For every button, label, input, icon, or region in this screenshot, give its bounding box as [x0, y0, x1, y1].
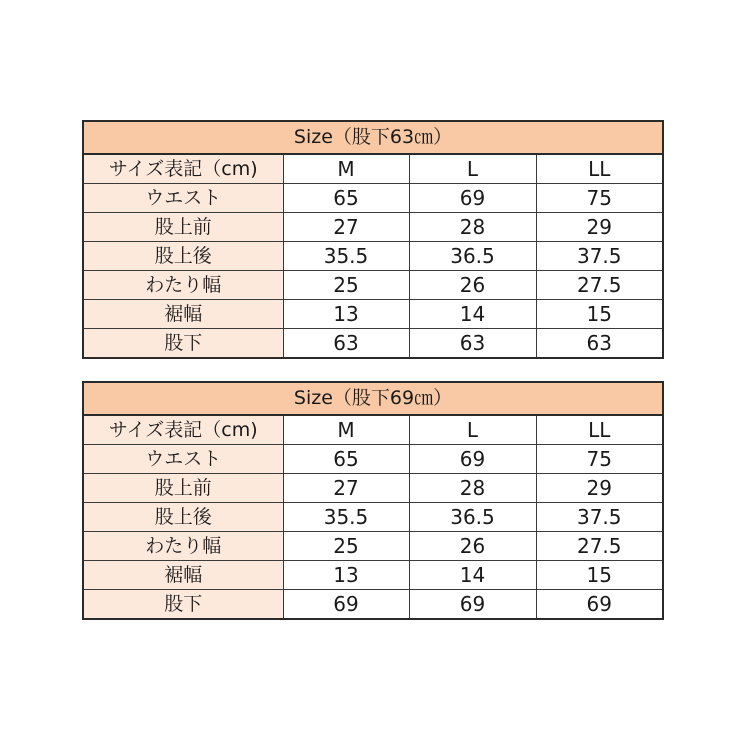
header-size-ll: LL — [536, 415, 663, 445]
table-title-row — [83, 121, 663, 154]
value-ll: 29 — [536, 474, 663, 503]
header-size-l: L — [409, 154, 536, 184]
header-label: サイズ表記（cm) — [83, 415, 283, 445]
table-row-inseam — [83, 590, 663, 620]
value-ll: 27.5 — [536, 532, 663, 561]
value-l: 63 — [409, 329, 536, 359]
value-l: 36.5 — [409, 242, 536, 271]
table-row-thigh-width — [83, 532, 663, 561]
row-label: 裾幅 — [83, 300, 283, 329]
table-header-row — [83, 415, 663, 445]
table-row-waist — [83, 445, 663, 474]
value-l: 14 — [409, 561, 536, 590]
row-label: 股上後 — [83, 242, 283, 271]
value-l: 26 — [409, 532, 536, 561]
value-l: 28 — [409, 474, 536, 503]
value-l: 69 — [409, 445, 536, 474]
table-title-row — [83, 382, 663, 415]
value-m: 69 — [283, 590, 409, 620]
value-m: 63 — [283, 329, 409, 359]
size-table-inseam-63 — [82, 120, 664, 359]
table-row-hem-width — [83, 300, 663, 329]
row-label: わたり幅 — [83, 532, 283, 561]
table-header-row — [83, 154, 663, 184]
row-label: ウエスト — [83, 445, 283, 474]
value-ll: 37.5 — [536, 503, 663, 532]
value-m: 25 — [283, 271, 409, 300]
table-row-waist — [83, 184, 663, 213]
value-m: 35.5 — [283, 503, 409, 532]
value-l: 14 — [409, 300, 536, 329]
row-label: 股下 — [83, 329, 283, 359]
table-row-inseam — [83, 329, 663, 359]
table-row-hem-width — [83, 561, 663, 590]
row-label: わたり幅 — [83, 271, 283, 300]
value-ll: 75 — [536, 184, 663, 213]
header-size-m: M — [283, 415, 409, 445]
value-ll: 15 — [536, 300, 663, 329]
header-size-ll: LL — [536, 154, 663, 184]
row-label: 股上後 — [83, 503, 283, 532]
table-row-front-rise — [83, 213, 663, 242]
value-l: 69 — [409, 590, 536, 620]
value-ll: 37.5 — [536, 242, 663, 271]
table-title: Size（股下69㎝） — [83, 382, 663, 415]
header-size-l: L — [409, 415, 536, 445]
value-m: 13 — [283, 300, 409, 329]
value-ll: 29 — [536, 213, 663, 242]
value-ll: 27.5 — [536, 271, 663, 300]
value-l: 36.5 — [409, 503, 536, 532]
row-label: 股上前 — [83, 474, 283, 503]
table-title: Size（股下63㎝） — [83, 121, 663, 154]
value-m: 35.5 — [283, 242, 409, 271]
value-m: 25 — [283, 532, 409, 561]
size-table-inseam-69 — [82, 381, 664, 620]
table-row-thigh-width — [83, 271, 663, 300]
row-label: 裾幅 — [83, 561, 283, 590]
value-ll: 69 — [536, 590, 663, 620]
value-m: 65 — [283, 184, 409, 213]
row-label: 股下 — [83, 590, 283, 620]
value-m: 27 — [283, 213, 409, 242]
row-label: ウエスト — [83, 184, 283, 213]
value-l: 28 — [409, 213, 536, 242]
value-ll: 63 — [536, 329, 663, 359]
header-label: サイズ表記（cm) — [83, 154, 283, 184]
table-row-back-rise — [83, 503, 663, 532]
table-row-front-rise — [83, 474, 663, 503]
value-ll: 15 — [536, 561, 663, 590]
value-m: 13 — [283, 561, 409, 590]
value-ll: 75 — [536, 445, 663, 474]
header-size-m: M — [283, 154, 409, 184]
value-m: 27 — [283, 474, 409, 503]
row-label: 股上前 — [83, 213, 283, 242]
table-row-back-rise — [83, 242, 663, 271]
value-m: 65 — [283, 445, 409, 474]
value-l: 69 — [409, 184, 536, 213]
value-l: 26 — [409, 271, 536, 300]
